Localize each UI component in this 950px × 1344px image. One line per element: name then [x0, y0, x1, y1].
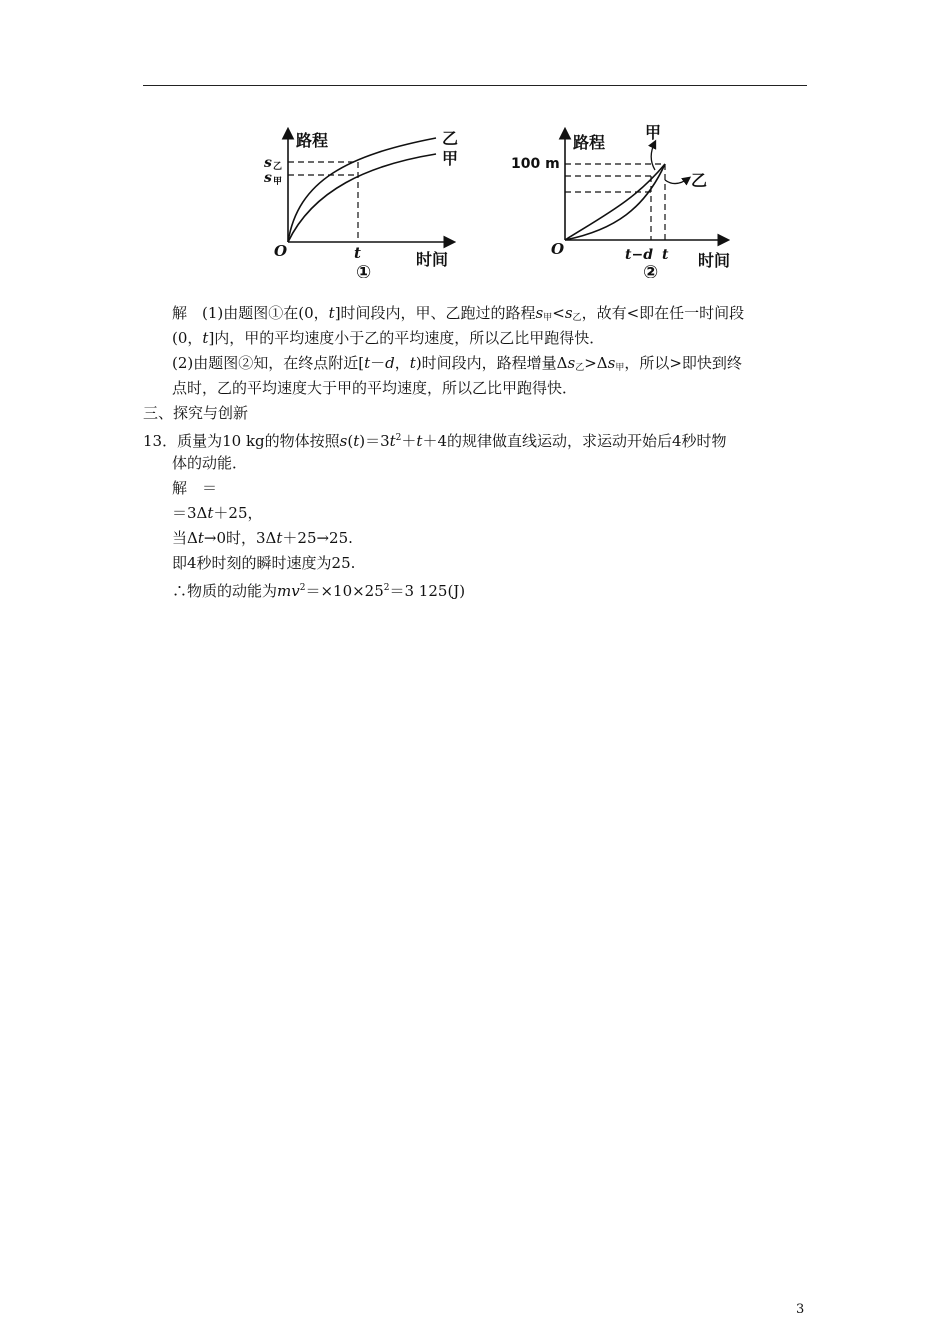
y-axis-label: 路程: [296, 131, 329, 150]
figure-1: [258, 120, 468, 278]
curve-jia-label: 甲: [442, 149, 459, 168]
x-axis-label: 时间: [416, 250, 449, 269]
jia-label: 甲: [645, 123, 662, 142]
s-jia-sub: 甲: [273, 177, 283, 187]
yi-label: 乙: [691, 171, 708, 190]
figure-2: [505, 120, 745, 278]
figure-2-caption: ②: [643, 262, 659, 278]
header-rule: [143, 85, 807, 86]
origin-label: O: [274, 242, 288, 260]
sol2-line2: 点时，乙的平均速度大于甲的平均速度，所以乙比甲跑得快．: [172, 379, 578, 397]
t-tick-label: t: [662, 247, 669, 263]
answer-line1: 解 ＝: [172, 479, 218, 497]
y-tick-100m: 100 m: [511, 156, 560, 172]
t-d-tick-label: t−d: [625, 247, 653, 263]
t-tick-label: t: [354, 244, 361, 262]
curve-yi: [565, 164, 665, 240]
figure-1-graph: [258, 120, 468, 278]
s-yi-label: s: [264, 155, 272, 171]
problem13-line2: 体的动能．: [172, 454, 248, 472]
curve-jia: [288, 154, 436, 242]
section-title: 三、探究与创新: [143, 404, 249, 422]
line-jia: [565, 164, 665, 240]
answer-line2: ＝3Δt＋25，: [172, 504, 263, 522]
origin-label: O: [551, 240, 565, 258]
figure-1-caption: ①: [356, 262, 372, 278]
x-axis-label: 时间: [698, 251, 731, 270]
arrow-jia: [651, 142, 655, 170]
curve-yi: [288, 138, 436, 242]
curve-yi-label: 乙: [442, 129, 459, 148]
sol2-line1: (2)由题图②知，在终点附近[t－d，t)时间段内，路程增量$\Delta s_乙>\Delta s_甲$，所以>即快到终: [172, 354, 742, 373]
s-jia-label: s: [264, 170, 272, 186]
figure-2-graph: [505, 120, 745, 278]
answer-line5: ∴物质的动能为$mv^2=\times 10\times 25^2=3$ 125(J): [172, 582, 466, 600]
problem13-line1: 13．质量为10 kg的物体按照$s(t)=3t^2+t+4$的规律做直线运动，求运动开始后4秒时物: [143, 432, 727, 450]
s-yi-sub: 乙: [273, 162, 283, 172]
sol1-line2: (0，t]内，甲的平均速度小于乙的平均速度，所以乙比甲跑得快．: [172, 329, 605, 347]
answer-line4: 即4秒时刻的瞬时速度为25.: [172, 554, 356, 572]
y-axis-label: 路程: [573, 133, 606, 152]
page-number: 3: [796, 1302, 805, 1317]
answer-line3: 当Δt→0时，3Δt＋25→25.: [172, 529, 353, 547]
arrow-yi: [665, 178, 689, 184]
sol1-line1: 解 (1)由题图①在(0，t]时间段内，甲、乙跑过的路程$s_甲<s_乙$，故有<即在任一时间段: [172, 304, 745, 323]
